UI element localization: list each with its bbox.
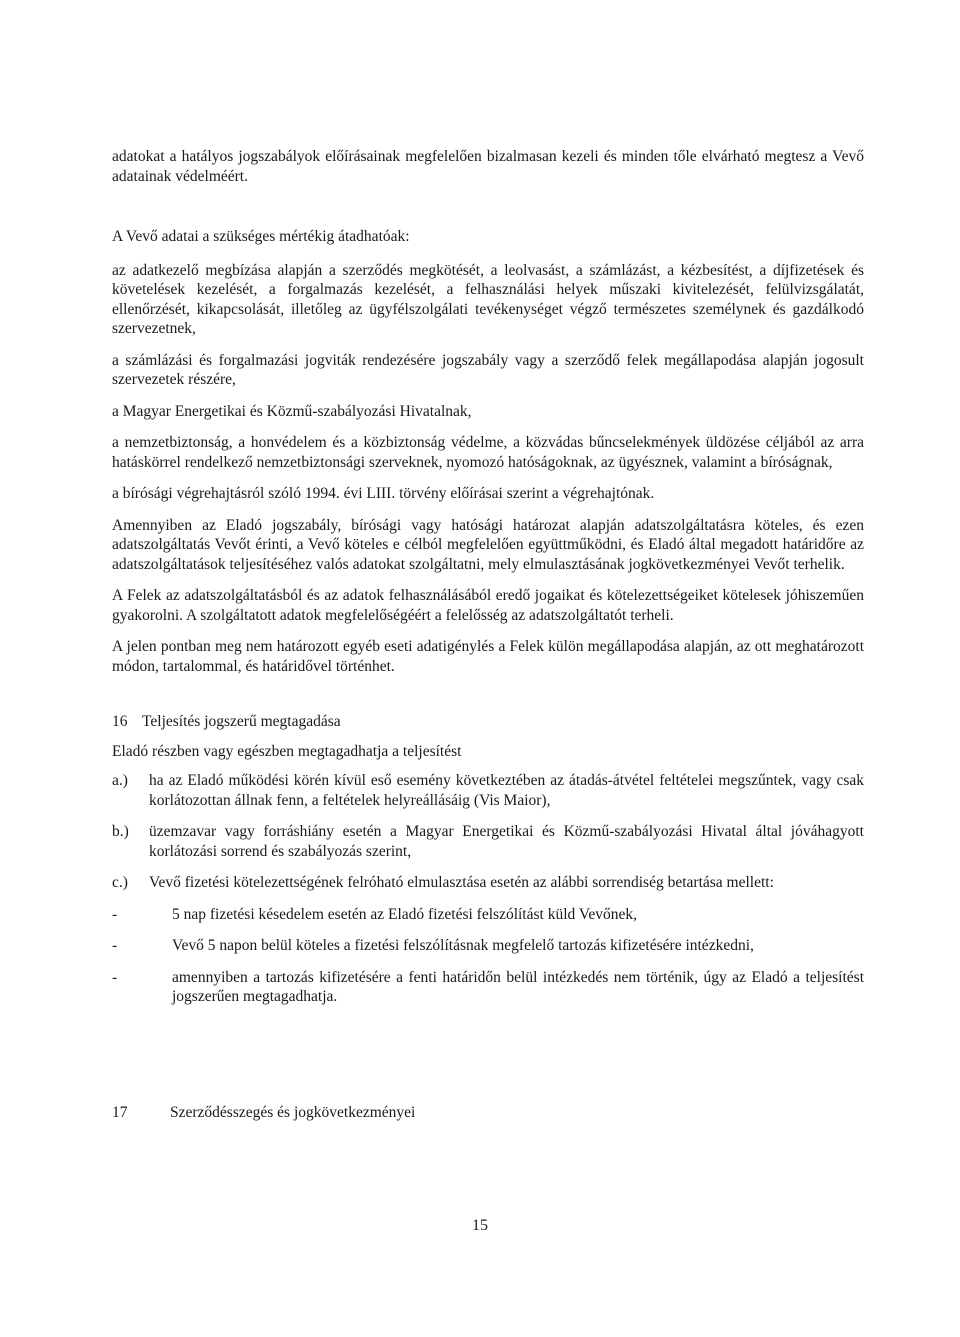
list-text: üzemzavar vagy forráshiány esetén a Magyar Energetikai és Közmű-szabályozási Hivatal által jóváhagyott korlátozási sorrend és szabályozás szerint, xyxy=(149,823,864,860)
dash-item xyxy=(112,905,864,925)
paragraph-refusal-intro: Eladó részben vagy egészben megtagadhatja a teljesítést xyxy=(112,742,462,760)
dash-marker: - xyxy=(112,968,118,986)
list-text: ha az Eladó működési körén kívül eső esemény következtében az átadás-átvétel feltételei megszűntek, vagy csak korlátozottan állnak fenn, a feltételek helyreállásáig (Vis Maior), xyxy=(149,772,864,809)
list-item xyxy=(112,822,864,861)
paragraph-data-transfer-intro: A Vevő adatai a szükséges mértékig átadhatóak: xyxy=(112,228,410,245)
list-item xyxy=(112,771,864,810)
section-16-heading xyxy=(112,712,864,732)
page-number: 15 xyxy=(472,1217,488,1234)
dash-text: 5 nap fizetési késedelem esetén az Eladó fizetési felszólítást küld Vevőnek, xyxy=(172,905,637,923)
list-marker: b.) xyxy=(112,823,129,840)
paragraph-good-faith: A Felek az adatszolgáltatásból és az adatok felhasználásából eredő jogaikat és kötelezettségeiket kötelesek jóhiszeműen gyakorolni. A szolgáltatott adatok megfelelőségéért a felelősség az adatszolgáltatót terheli. xyxy=(112,587,864,624)
paragraph-data-protection: adatokat a hatályos jogszabályok előírásainak megfelelően bizalmasan kezeli és minden tőle elvárható megtesz a Vevő adatainak védelméért. xyxy=(112,148,864,185)
paragraph-national-security: a nemzetbiztonság, a honvédelem és a közbiztonság védelme, a közvádas bűncselekmények üldözése céljából az arra hatáskörrel rendelkező nemzetbiztonsági szerveknek, nyomozó hatóságoknak, az ügyésznek, valamint a bíróságnak, xyxy=(112,434,864,471)
paragraph-seller-obligation: Amennyiben az Eladó jogszabály, bírósági vagy hatósági határozat alapján adatszolgáltatásra köteles, és ezen adatszolgáltatás Vevőt érinti, a Vevő köteles e célból megfelelően együttműködni, és Eladó által megadott határidőre az adatszolgáltatások teljesítéséhez valós adatokat szolgáltatni, mely elmulasztásának jogkövetkezményei Vevőt terhelik. xyxy=(112,516,864,573)
list-item xyxy=(112,873,864,893)
list-marker: c.) xyxy=(112,874,128,891)
list-text: Vevő fizetési kötelezettségének felróható elmulasztása esetén az alábbi sorrendiség betartása mellett: xyxy=(149,874,774,891)
dash-item xyxy=(112,936,864,956)
section-title: Szerződésszegés és jogkövetkezményei xyxy=(170,1103,416,1121)
paragraph-billing-disputes: a számlázási és forgalmazási jogviták rendezésére jogszabály vagy a szerződő felek megállapodása alapján jogosult szervezetek részére, xyxy=(112,351,864,388)
paragraph-enforcement: a bírósági végrehajtásról szóló 1994. évi LIII. törvény előírásai szerint a végrehajtónak. xyxy=(112,485,655,502)
dash-text: amennyiben a tartozás kifizetésére a fenti határidőn belül intézkedés nem történik, úgy az Eladó a teljesítést jogszerűen megtagadhatja. xyxy=(172,968,864,1005)
dash-marker: - xyxy=(112,905,118,923)
paragraph-authority: a Magyar Energetikai és Közmű-szabályozási Hivatalnak, xyxy=(112,402,472,420)
paragraph-other-requests: A jelen pontban meg nem határozott egyéb eseti adatigénylés a Felek külön megállapodása alapján, az ott meghatározott módon, tartalommal, és határidővel történhet. xyxy=(112,638,864,675)
list-marker: a.) xyxy=(112,772,128,789)
section-number: 16 xyxy=(112,713,128,730)
dash-item xyxy=(112,968,864,1007)
dash-text: Vevő 5 napon belül köteles a fizetési felszólításnak megfelelő tartozás kifizetésére intézkedni, xyxy=(172,937,754,954)
section-17-heading xyxy=(112,1103,864,1123)
paragraph-data-processor: az adatkezelő megbízása alapján a szerződés megkötését, a leolvasást, a számlázást, a kézbesítést, a díjfizetések és követelések kezelését, a forgalmazás kezelését, a felhasználási helyek műszaki kivitelezését, felülvizsgálatát, ellenőrzését, kikapcsolását, illetőleg az ügyfélszolgálati tevékenységet végző természetes személynek és gazdálkodó szervezetnek, xyxy=(112,261,864,337)
section-title: Teljesítés jogszerű megtagadása xyxy=(142,713,341,730)
section-number: 17 xyxy=(112,1103,128,1121)
dash-marker: - xyxy=(112,937,118,954)
